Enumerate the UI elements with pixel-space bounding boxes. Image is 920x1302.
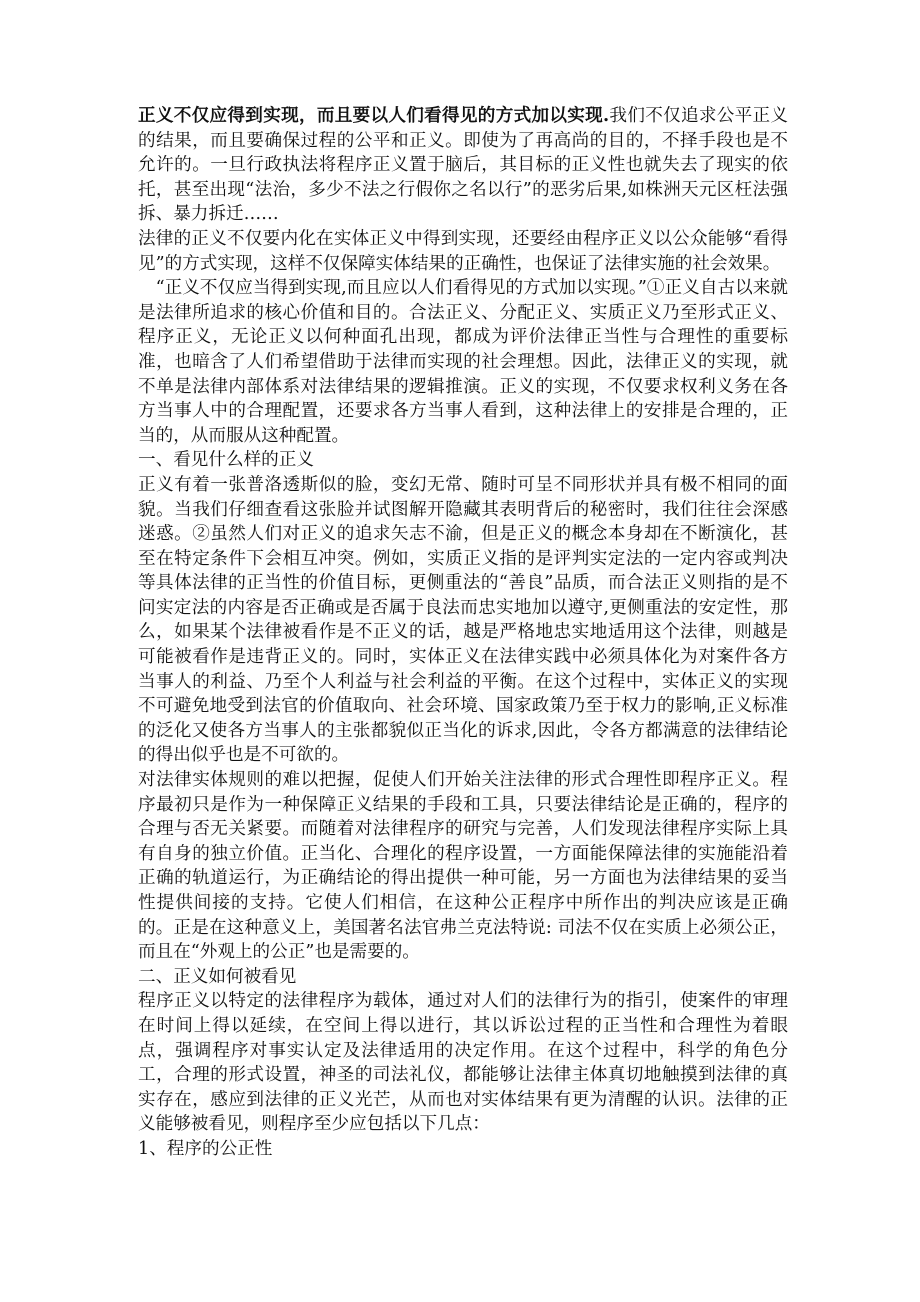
paragraph-intro-text: 我们不仅追求公平正义的结果，而且要确保过程的公平和正义。即使为了再高尚的目的，不择手段也是不允许的。一旦行政执法将程序正义置于脑后，其目标的正义性也就失去了现实的依托，甚至出现“法治，多少不法之行假你之名以行”的恶劣后果,如株洲天元区枉法强拆、暴力拆迁…… (138, 106, 788, 225)
paragraph-5: 对法律实体规则的难以把握，促使人们开始关注法律的形式合理性即程序正义。程序最初只是作为一种保障正义结果的手段和工具，只要法律结论是正确的，程序的合理与否无关紧要。而随着对法律程序的研究与完善，人们发现法律程序实际上具有自身的独立价值。正当化、合理化的程序设置，一方面能保障法律的实施能沿着正确的轨道运行，为正确结论的得出提供一种可能，另一方面也为法律结果的妥当性提供间接的支持。它使人们相信，在这种公正程序中所作出的判决应该是正确的。正是在这种意义上，美国著名法官弗兰克法特说: 司法不仅在实质上必须公正，而且在“外观上的公正”也是需要的。 (138, 770, 788, 963)
section-heading-1: 一、看见什么样的正义 (138, 450, 314, 471)
section-heading-2: 二、正义如何被看见 (138, 966, 297, 987)
section-heading-3: 1、程序的公正性 (138, 1138, 273, 1159)
paragraph-6: 程序正义以特定的法律程序为载体，通过对人们的法律行为的指引，使案件的审理在时间上得以延续，在空间上得以进行，其以诉讼过程的正当性和合理性为着眼点，强调程序对事实认定及法律适用的决定作用。在这个过程中，科学的角色分工，合理的形式设置，神圣的司法礼仪，都能够让法律主体真切地触摸到法律的真实存在，感应到法律的正义光芒，从而也对实体结果有更为清醒的认识。法律的正义能够被看见，则程序至少应包括以下几点： (138, 991, 788, 1135)
paragraph-2: 法律的正义不仅要内化在实体正义中得到实现，还要经由程序正义以公众能够“看得见”的方式实现，这样不仅保障实体结果的正确性，也保证了法律实施的社会效果。 (138, 228, 788, 274)
document-body (138, 104, 788, 1162)
paragraph-3: “正义不仅应当得到实现,而且应以人们看得见的方式加以实现。”①正义自古以来就是法律所追求的核心价值和目的。合法正义、分配正义、实质正义乃至形式正义、程序正义，无论正义以何种面孔出现，都成为评价法律正当性与合理性的重要标准，也暗含了人们希望借助于法律而实现的社会理想。因此，法律正义的实现，就不单是法律内部体系对法律结果的逻辑推演。正义的实现，不仅要求权利义务在各方当事人中的合理配置，还要求各方当事人看到，这种法律上的安排是合理的，正当的，从而服从这种配置。 (138, 278, 788, 446)
paragraph-4: 正义有着一张普洛透斯似的脸，变幻无常、随时可呈不同形状并具有极不相同的面貌。当我们仔细查看这张脸并试图解开隐藏其表明背后的秘密时，我们往往会深感迷惑。②虽然人们对正义的追求矢志不渝，但是正义的概念本身却在不断演化，甚至在特定条件下会相互冲突。例如，实质正义指的是评判实定法的一定内容或判决等具体法律的正当性的价值目标，更侧重法的“善良”品质，而合法正义则指的是不问实定法的内容是否正确或是否属于良法而忠实地加以遵守,更侧重法的安定性，那么，如果某个法律被看作是不正义的话，越是严格地忠实地适用这个法律，则越是可能被看作是违背正义的。同时，实体正义在法律实践中必须具体化为对案件各方当事人的利益、乃至个人利益与社会利益的平衡。在这个过程中，实体正义的实现不可避免地受到法官的价值取向、社会环境、国家政策乃至于权力的影响,正义标准的泛化又使各方当事人的主张都貌似正当化的诉求,因此，令各方都满意的法律结论的得出似乎也是不可欲的。 (138, 474, 788, 766)
paragraph-intro (138, 104, 788, 227)
lead-sentence: 正义不仅应得到实现，而且要以人们看得见的方式加以实现. (138, 105, 610, 126)
